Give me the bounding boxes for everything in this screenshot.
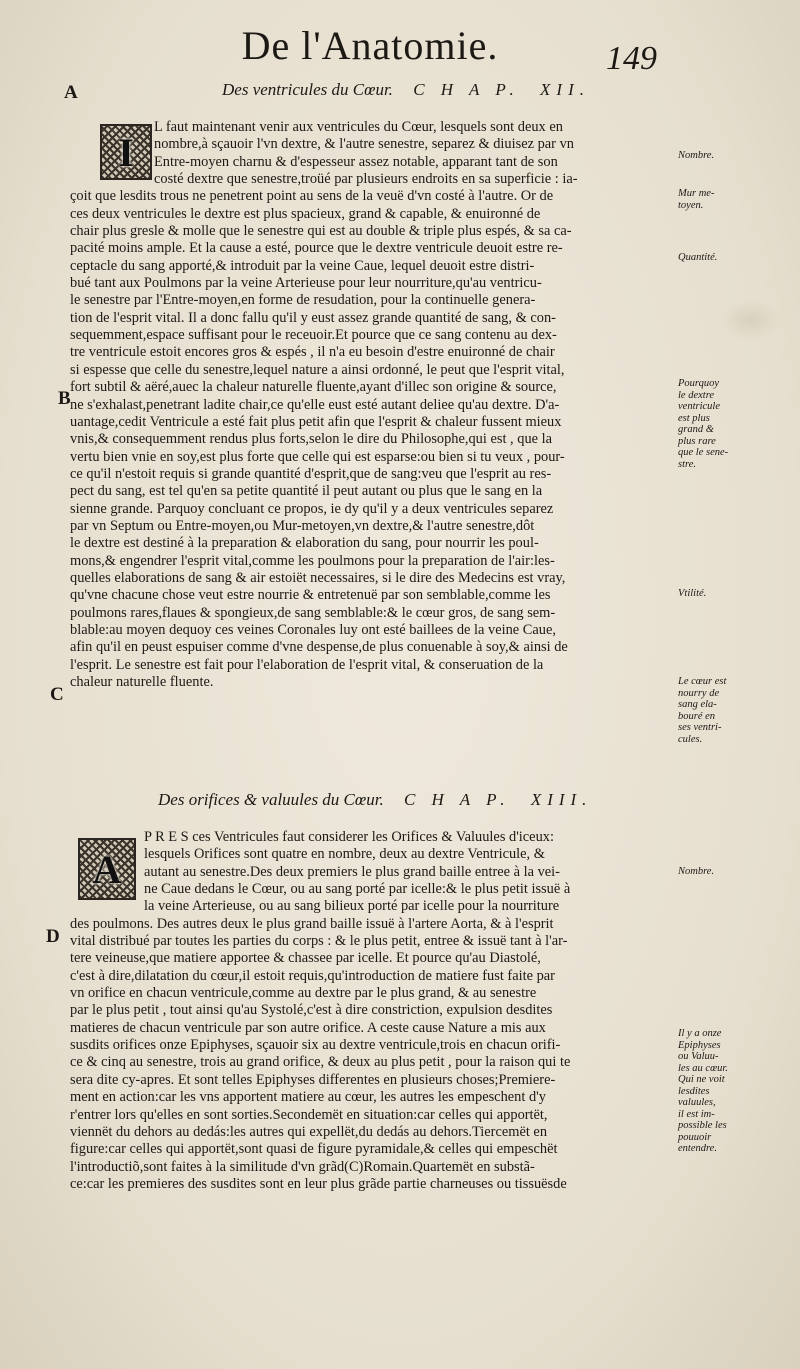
section-letter-c: C — [50, 684, 64, 705]
margin-note-onze-epiphyses — [678, 1028, 768, 1155]
text-line: ne s'exhalast,penetrant ladite chair,ce qu'elle eust esté autant deliee qu'au dextre. D'a- — [70, 396, 560, 413]
text-line: c'est à dire,dilatation du cœur,il estoit requis,qu'introduction de matiere fust faite par — [70, 967, 555, 984]
decorated-initial-a: A — [78, 838, 136, 900]
text-line: costé dextre que senestre,troüé par plusieurs endroits en sa superficie : ia- — [154, 171, 578, 188]
chapter-13-subject: Des orifices & valuules du Cœur. — [158, 790, 384, 809]
margin-note-vtilite — [678, 588, 768, 600]
margin-note-line: Il y a onze — [678, 1028, 722, 1039]
margin-note-line: Qui ne voit — [678, 1074, 725, 1085]
margin-note-nombre-2 — [678, 866, 768, 878]
margin-note-line: plus rare — [678, 435, 716, 447]
chapter-12-heading — [222, 80, 742, 100]
margin-note-line: pouuoir — [678, 1131, 712, 1143]
text-line: mons,& engendrer l'esprit vital,comme les poulmons pour la preparation de l'air:les- — [70, 552, 555, 569]
text-line: çoit que lesdits trous ne penetrent point au sens de la veuë d'vn costé à l'autre. Or de — [70, 188, 554, 205]
text-line: bué tant aux Poulmons par la veine Arterieuse pour leur nourriture,qu'au ventricu- — [70, 275, 542, 292]
text-line: pacité moins ample. Et la cause a esté, pource que le dextre ventricule deuoit estre re- — [70, 240, 563, 257]
margin-note-line: cules. — [678, 733, 703, 745]
chapter-12-subject: Des ventricules du Cœur. — [222, 80, 393, 99]
text-line: des poulmons. Des autres deux le plus grand baille issuë à l'artere Aorta, & à l'esprit — [70, 915, 554, 932]
chapter-13-text — [70, 829, 710, 1193]
text-line: L faut maintenant venir aux ventricules du Cœur, lesquels sont deux en — [154, 119, 563, 135]
margin-note-line: bouré en — [678, 710, 716, 722]
chapter-13-label: C H A P. — [403, 790, 511, 809]
text-line: r'entrer lors qu'elles en sont sorties.Secondemët en situation:car celles qui apportët, — [70, 1106, 548, 1123]
chapter-12-number: XII. — [540, 80, 590, 99]
margin-note-quantite — [678, 252, 768, 264]
margin-note-line: il est im- — [678, 1108, 715, 1120]
margin-note-le-coeur — [678, 676, 768, 745]
text-line: sera dite cy-apres. Et sont telles Epiphyses differentes en plusieurs choses;Premiere- — [70, 1071, 556, 1088]
running-title: De l'Anatomie. — [241, 23, 499, 68]
margin-note-line: sang ela- — [678, 699, 717, 710]
text-line: figure:car celles qui apportët,sont quasi de figure pyramidale,& celles qui empeschët — [70, 1141, 558, 1158]
margin-note-line: valuules, — [678, 1097, 716, 1108]
margin-note-line: Quantité. — [678, 252, 718, 263]
text-line: lesquels Orifices sont quatre en nombre, deux au dextre Ventricule, & — [144, 846, 545, 863]
text-line: viennët du dehors au dedás:les autres qui expellët,du dedás au dehors.Tiercemët en — [70, 1123, 548, 1140]
margin-note-line: grand & — [678, 424, 714, 435]
margin-note-pourquoy — [678, 378, 768, 470]
text-line: vital distribué par toutes les parties du corps : & le plus petit, entree & issuë tant à l'ar- — [70, 933, 568, 950]
text-line: l'introductiõ,sont faites à la similitude d'vn grãd(C)Romain.Quartemët en substã- — [70, 1158, 535, 1175]
text-line: pect du sang, est tel qu'en sa petite quantité il peut autant ou plus que le sang en la — [70, 483, 543, 500]
margin-note-line: le dextre — [678, 389, 715, 401]
margin-note-line: toyen. — [678, 199, 704, 211]
text-line: blable:au moyen dequoy ces veines Coronales luy ont esté baillees de la veine Caue, — [70, 621, 556, 638]
text-line: autant au senestre.Des deux premiers le plus grand baille entree à la vei- — [144, 863, 560, 880]
page-stain — [720, 300, 780, 340]
margin-note-line: Nombre. — [678, 866, 715, 877]
text-line: ces deux ventricules le dextre est plus spacieux, grand & capable, & enuironné de — [70, 205, 541, 222]
margin-note-line: nourry de — [678, 687, 720, 699]
margin-note-line: Nombre. — [678, 150, 715, 161]
text-line: ce qu'il n'estoit requis si grande quantité d'esprit,que de sang:veu que l'esprit au res- — [70, 465, 552, 482]
decorated-initial-i: I — [100, 124, 152, 180]
margin-note-line: lesdites — [678, 1085, 710, 1097]
text-line: vertu bien vnie en soy,est plus forte que celle qui est esparse:ou bien si tu veux , pour- — [70, 448, 565, 465]
margin-note-line: possible les — [678, 1120, 727, 1131]
margin-note-line: Mur me- — [678, 188, 715, 199]
margin-note-line: ventricule — [678, 401, 720, 412]
text-line: ment en action:car les vns apportent matiere au cœur, les autres les empeschent d'y — [70, 1089, 546, 1106]
text-line: chair plus gresle & molle que le senestre qui est au double & triple plus espés, & sa ca- — [70, 223, 572, 240]
text-line: chaleur naturelle fluente. — [70, 674, 214, 690]
text-line: tre ventricule estoit encores gros & espés , il n'a eu besoin d'estre enuironné de chair — [70, 344, 555, 361]
text-line: ne Caue dedans le Cœur, ou au sang porté par icelle:& le plus petit issuë à — [144, 881, 571, 898]
text-line: nombre,à sçauoir l'vn dextre, & l'autre senestre, separez & diuisez par vn — [154, 136, 574, 153]
margin-note-line: entendre. — [678, 1143, 717, 1154]
text-line: ce & cinq au senestre, trois au grand orifice, & deux au plus petit , pour la raison qui te — [70, 1054, 571, 1071]
text-line: si espesse que celle du senestre,lequel nature a ainsi ordonné, le peut que l'esprit vital, — [70, 361, 565, 378]
text-line: qu'vne chacune chose veut estre nourrie & entretenuë par son semblable,comme les — [70, 587, 551, 604]
margin-note-nombre-1 — [678, 150, 768, 162]
text-line: le dextre est destiné à la preparation & elaboration du sang, pour nourrir les poul- — [70, 535, 539, 552]
text-line: Entre-moyen charnu & d'espesseur assez notable, apparant tant de son — [154, 153, 558, 170]
margin-note-line: Le cœur est — [678, 676, 727, 687]
chapter-13-number: XIII. — [530, 790, 593, 809]
margin-note-line: stre. — [678, 458, 696, 470]
text-line: uantage,cedit Ventricule a esté fait plus petit afin que l'esprit & chaleur fussent mieux — [70, 413, 562, 430]
text-line: vn orifice en chacun ventricule,comme au dextre par le plus grand, & au senestre — [70, 985, 537, 1002]
chapter-12-label: C H A P. — [413, 80, 520, 99]
text-line: le senestre par l'Entre-moyen,en forme de resudation, pour la continuelle genera- — [70, 292, 536, 309]
chapter-12-text — [70, 119, 710, 691]
margin-note-line: les au cœur. — [678, 1062, 728, 1074]
section-letter-a: A — [64, 82, 78, 103]
margin-note-line: ou Valuu- — [678, 1051, 719, 1062]
text-line: poulmons rares,flaues & spongieux,de sang semblable:& le cœur gros, de sang sem- — [70, 604, 556, 621]
text-line: l'esprit. Le senestre est fait pour l'elaboration de l'esprit vital, & conseruation de la — [70, 656, 544, 673]
page-number: 149 — [606, 40, 657, 77]
margin-note-line: que le sene- — [678, 447, 729, 458]
text-line: matieres de chacun ventricule par son autre orifice. A ceste cause Nature a mis aux — [70, 1019, 546, 1036]
margin-note-line: est plus — [678, 412, 710, 424]
margin-note-mur-metoyen — [678, 188, 768, 211]
margin-note-line: Epiphyses — [678, 1039, 721, 1051]
text-line: par le plus petit , tout ainsi qu'au Systolé,c'est à dire constriction, expulsion desdites — [70, 1002, 553, 1019]
text-line: par vn Septum ou Entre-moyen,ou Mur-metoyen,vn dextre,& l'autre senestre,dôt — [70, 517, 535, 534]
text-line: tion de l'esprit vital. Il a donc fallu qu'il y eust assez grande quantité de sang, & con- — [70, 309, 556, 326]
text-line: P R E S ces Ventricules faut considerer les Orifices & Valuules d'iceux: — [144, 829, 554, 845]
text-line: la veine Arterieuse, ou au sang bilieux porté par icelle pour la nourriture — [144, 898, 560, 915]
chapter-13-heading — [158, 790, 678, 810]
text-line: sienne grande. Parquoy concluant ce propos, ie dy qu'il y a deux ventricules separez — [70, 500, 554, 517]
margin-note-line: Pourquoy — [678, 378, 720, 389]
section-letter-b: B — [58, 388, 71, 409]
margin-note-line: Vtilité. — [678, 588, 707, 599]
text-line: sequemment,espace suffisant pour le receuoir.Et pource que ce sang contenu au dex- — [70, 327, 557, 344]
text-line: ceptacle du sang apporté,& introduit par la veine Caue, lequel deuoit estre distri- — [70, 257, 535, 274]
section-letter-d: D — [46, 926, 60, 947]
text-line: tere veineuse,que matiere apportee & chassee par icelle. Et pource qu'au Diastolé, — [70, 950, 541, 967]
text-line: afin qu'il en peust espuiser comme d'vne despense,de plus conuenable à soy,& ainsi de — [70, 639, 568, 656]
text-line: fort subtil & aëré,auec la chaleur naturelle fluente,ayant d'illec son origine & source, — [70, 379, 557, 396]
text-line: quelles elaborations de sang & air estoiët necessaires, si le dire des Medecins est vray, — [70, 569, 566, 586]
text-line: ce:car les premieres des susdites sont en leur plus grãde partie charneuses ou tissuësde — [70, 1175, 567, 1192]
text-line: vnis,& consequemment rendus plus forts,selon le dire du Philosophe,qui est , que la — [70, 431, 553, 448]
text-line: susdits orifices onze Epiphyses, sçauoir six au dextre ventricule,trois en chacun orifi- — [70, 1037, 561, 1054]
margin-note-line: ses ventri- — [678, 722, 722, 733]
